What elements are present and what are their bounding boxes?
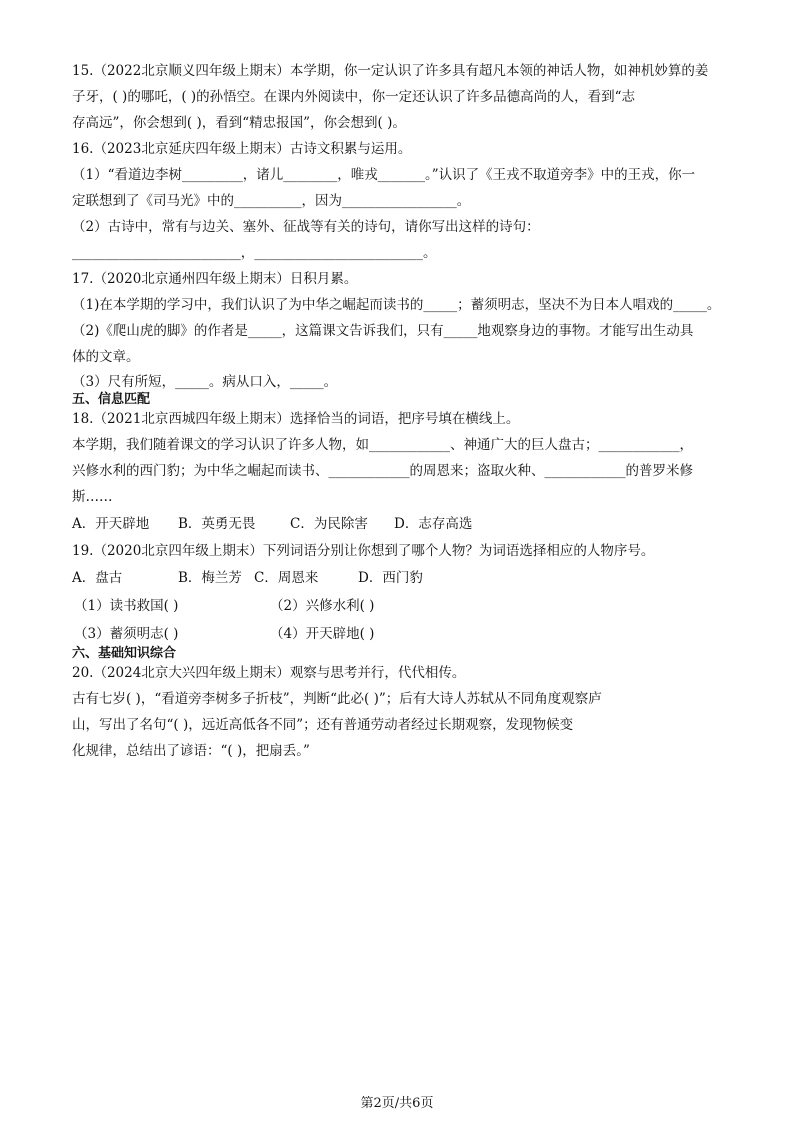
q19-items-row-1: [72, 592, 724, 620]
q15-line-2: 子牙，( )的哪吒，( )的孙悟空。在课内外阅读中，你一定还认识了许多品德高尚的人，看到“志: [72, 89, 636, 105]
q17-part2-line-2: 体的文章。: [72, 349, 140, 365]
q18-option-c: C．为民除害: [290, 516, 368, 532]
section-heading-6: 六、基础知识综合: [72, 646, 177, 661]
q17-part3: （3）尺有所短，_____。病从口入，_____。: [72, 374, 338, 390]
q19-items-row-2: [72, 620, 724, 648]
q16-part1-line-1: （1）“看道边李树_________，诸儿________，唯戎_______。”认识了《王戎不取道旁李》中的王戎，你一: [72, 167, 696, 183]
q16-title: 16.（2023北京延庆四年级上期末）古诗文积累与运用。: [72, 141, 412, 157]
q16-part2-line-1: （2）古诗中，常有与边关、塞外、征战等有关的诗句，请你写出这样的诗句：: [72, 219, 540, 235]
q20-line-2: 山，写出了名句“( )，远近高低各不同”；还有普通劳动者经过长期观察，发现物候变: [72, 717, 574, 733]
q15-line-3: 存高远”，你会想到( )，看到“精忠报国”，你会想到( )。: [72, 115, 406, 131]
q19-item-1: （1）读书救国( ): [74, 598, 179, 614]
q19-option-a: A．盘古: [72, 570, 123, 586]
q18-option-b: B．英勇无畏: [178, 516, 256, 532]
q18-option-a: A．开天辟地: [72, 516, 150, 532]
q17-part2-line-1: （2)《爬山虎的脚》的作者是_____，这篇课文告诉我们，只有_____地观察身边的事物。才能写出生动具: [72, 323, 694, 339]
q17-part1: （1)在本学期的学习中，我们认识了为中华之崛起而读书的_____；蓄须明志，坚决不为日本人唱戏的_____。: [72, 297, 721, 313]
q19-option-b: B．梅兰芳: [178, 570, 242, 586]
q17-title: 17.（2020北京通州四年级上期末）日积月累。: [72, 271, 358, 287]
q20-line-3: 化规律，总结出了谚语：“( )，把扇丢。”: [72, 743, 310, 759]
q20-title: 20.（2024北京大兴四年级上期末）观察与思考并行，代代相传。: [72, 665, 466, 681]
q19-item-4: （4）开天辟地( ): [270, 626, 375, 642]
q18-line-2: 兴修水利的西门豹；为中华之崛起而读书、____________的周恩来；盗取火种、____________的普罗米修: [72, 463, 693, 479]
q19-title: 19.（2020北京四年级上期末）下列词语分别让你想到了哪个人物？为词语选择相应的人物序号。: [72, 543, 655, 559]
q19-option-d: D．西门豹: [358, 570, 423, 586]
q18-line-1: 本学期，我们随着课文的学习认识了许多人物，如____________、神通广大的巨人盘古；____________，: [72, 437, 693, 453]
section-heading-5: 五、信息匹配: [72, 392, 151, 407]
worksheet-page: [72, 58, 724, 764]
q16-part2-line-2: _________________________，_________________________。: [72, 245, 437, 261]
q19-options: [72, 564, 724, 592]
page-number: 第2页/共6页: [360, 1096, 434, 1111]
q18-options: [72, 510, 724, 538]
q18-title: 18.（2021北京西城四年级上期末）选择恰当的词语，把序号填在横线上。: [72, 411, 520, 427]
q15-line-1: 15.（2022北京顺义四年级上期末）本学期，你一定认识了许多具有超凡本领的神话人物，如神机妙算的姜: [72, 63, 709, 79]
q19-item-3: （3）蓄须明志( ): [74, 626, 179, 642]
q16-part1-line-2: 定联想到了《司马光》中的__________，因为_________________。: [72, 193, 471, 209]
q18-line-3: 斯……: [72, 489, 113, 505]
q19-option-c: C．周恩来: [254, 570, 319, 586]
q18-option-d: D．志存高选: [394, 516, 473, 532]
q19-item-2: （2）兴修水利( ): [270, 598, 375, 614]
q20-line-1: 古有七岁( )，“看道旁李树多子折枝”，判断“此必( )”；后有大诗人苏轼从不同角度观察庐: [72, 691, 602, 707]
